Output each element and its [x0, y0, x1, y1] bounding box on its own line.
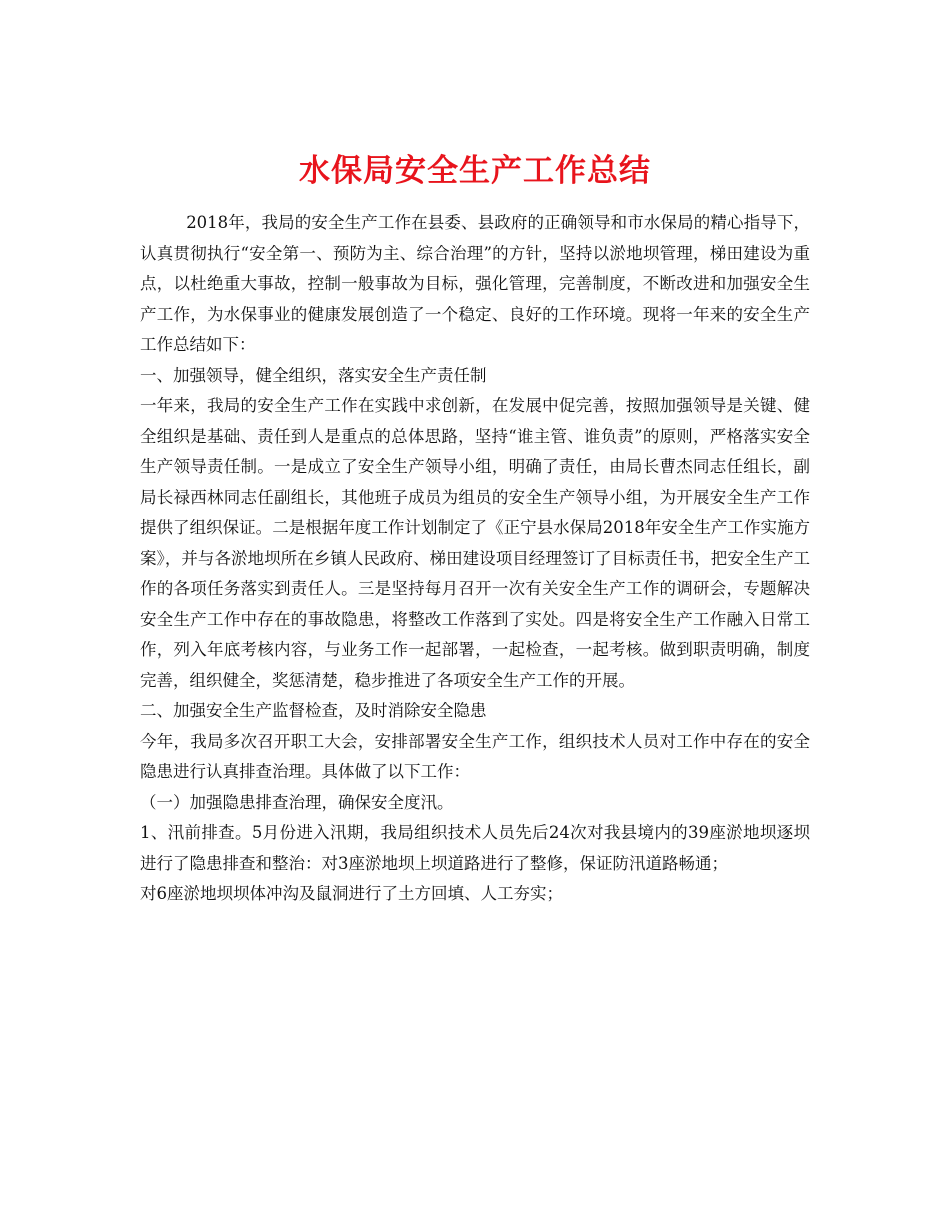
section-heading-2: 二、加强安全生产监督检查，及时消除安全隐患 — [140, 701, 487, 720]
section-2-paragraph: 今年，我局多次召开职工大会，安排部署安全生产工作，组织技术人员对工作中存在的安全隐患进行认真排查治理。具体做了以下工作： — [140, 731, 810, 781]
document-body — [140, 208, 810, 910]
list-item-1-continued: 对6座淤地坝坝体冲沟及鼠洞进行了土方回填、人工夯实； — [140, 884, 563, 903]
document-title: 水保局安全生产工作总结 — [299, 152, 651, 189]
subsection-heading-1: （一）加强隐患排查治理，确保安全度汛。 — [140, 792, 454, 812]
section-1-paragraph: 一年来，我局的安全生产工作在实践中求创新，在发展中促完善，按照加强领导是关键、健全组织是基础、责任到人是重点的总体思路，坚持“谁主管、谁负责”的原则，严格落实安全生产领导责任制。一是成立了安全生产领导小组，明确了责任，由局长曹杰同志任组长，副局长禄西林同志任副组长，其他班子成员为组员的安全生产领导小组，为开展安全生产工作提供了组织保证。二是根据年度工作计划制定了《正宁县水保局2018年安全生产工作实施方案》，并与各淤地坝所在乡镇人民政府、梯田建设项目经理签订了目标责任书，把安全生产工作的各项任务落实到责任人。三是坚持每月召开一次有关安全生产工作的调研会，专题解决安全生产工作中存在的事故隐患，将整改工作落到了实处。四是将安全生产工作融入日常工作，列入年底考核内容，与业务工作一起部署，一起检查，一起考核。做到职责明确，制度完善，组织健全，奖惩清楚，稳步推进了各项安全生产工作的开展。 — [140, 396, 810, 690]
list-item-1: 1、汛前排查。5月份进入汛期，我局组织技术人员先后24次对我县境内的39座淤地坝逐坝进行了隐患排查和整治：对3座淤地坝上坝道路进行了整修，保证防汛道路畅通； — [140, 823, 810, 873]
intro-paragraph: 2018年，我局的安全生产工作在县委、县政府的正确领导和市水保局的精心指导下，认真贯彻执行“安全第一、预防为主、综合治理”的方针，坚持以淤地坝管理，梯田建设为重点，以杜绝重大事故，控制一般事故为目标，强化管理，完善制度，不断改进和加强安全生产工作，为水保事业的健康发展创造了一个稳定、良好的工作环境。现将一年来的安全生产工作总结如下： — [140, 213, 810, 354]
section-heading-1: 一、加强领导，健全组织，落实安全生产责任制 — [140, 365, 487, 385]
